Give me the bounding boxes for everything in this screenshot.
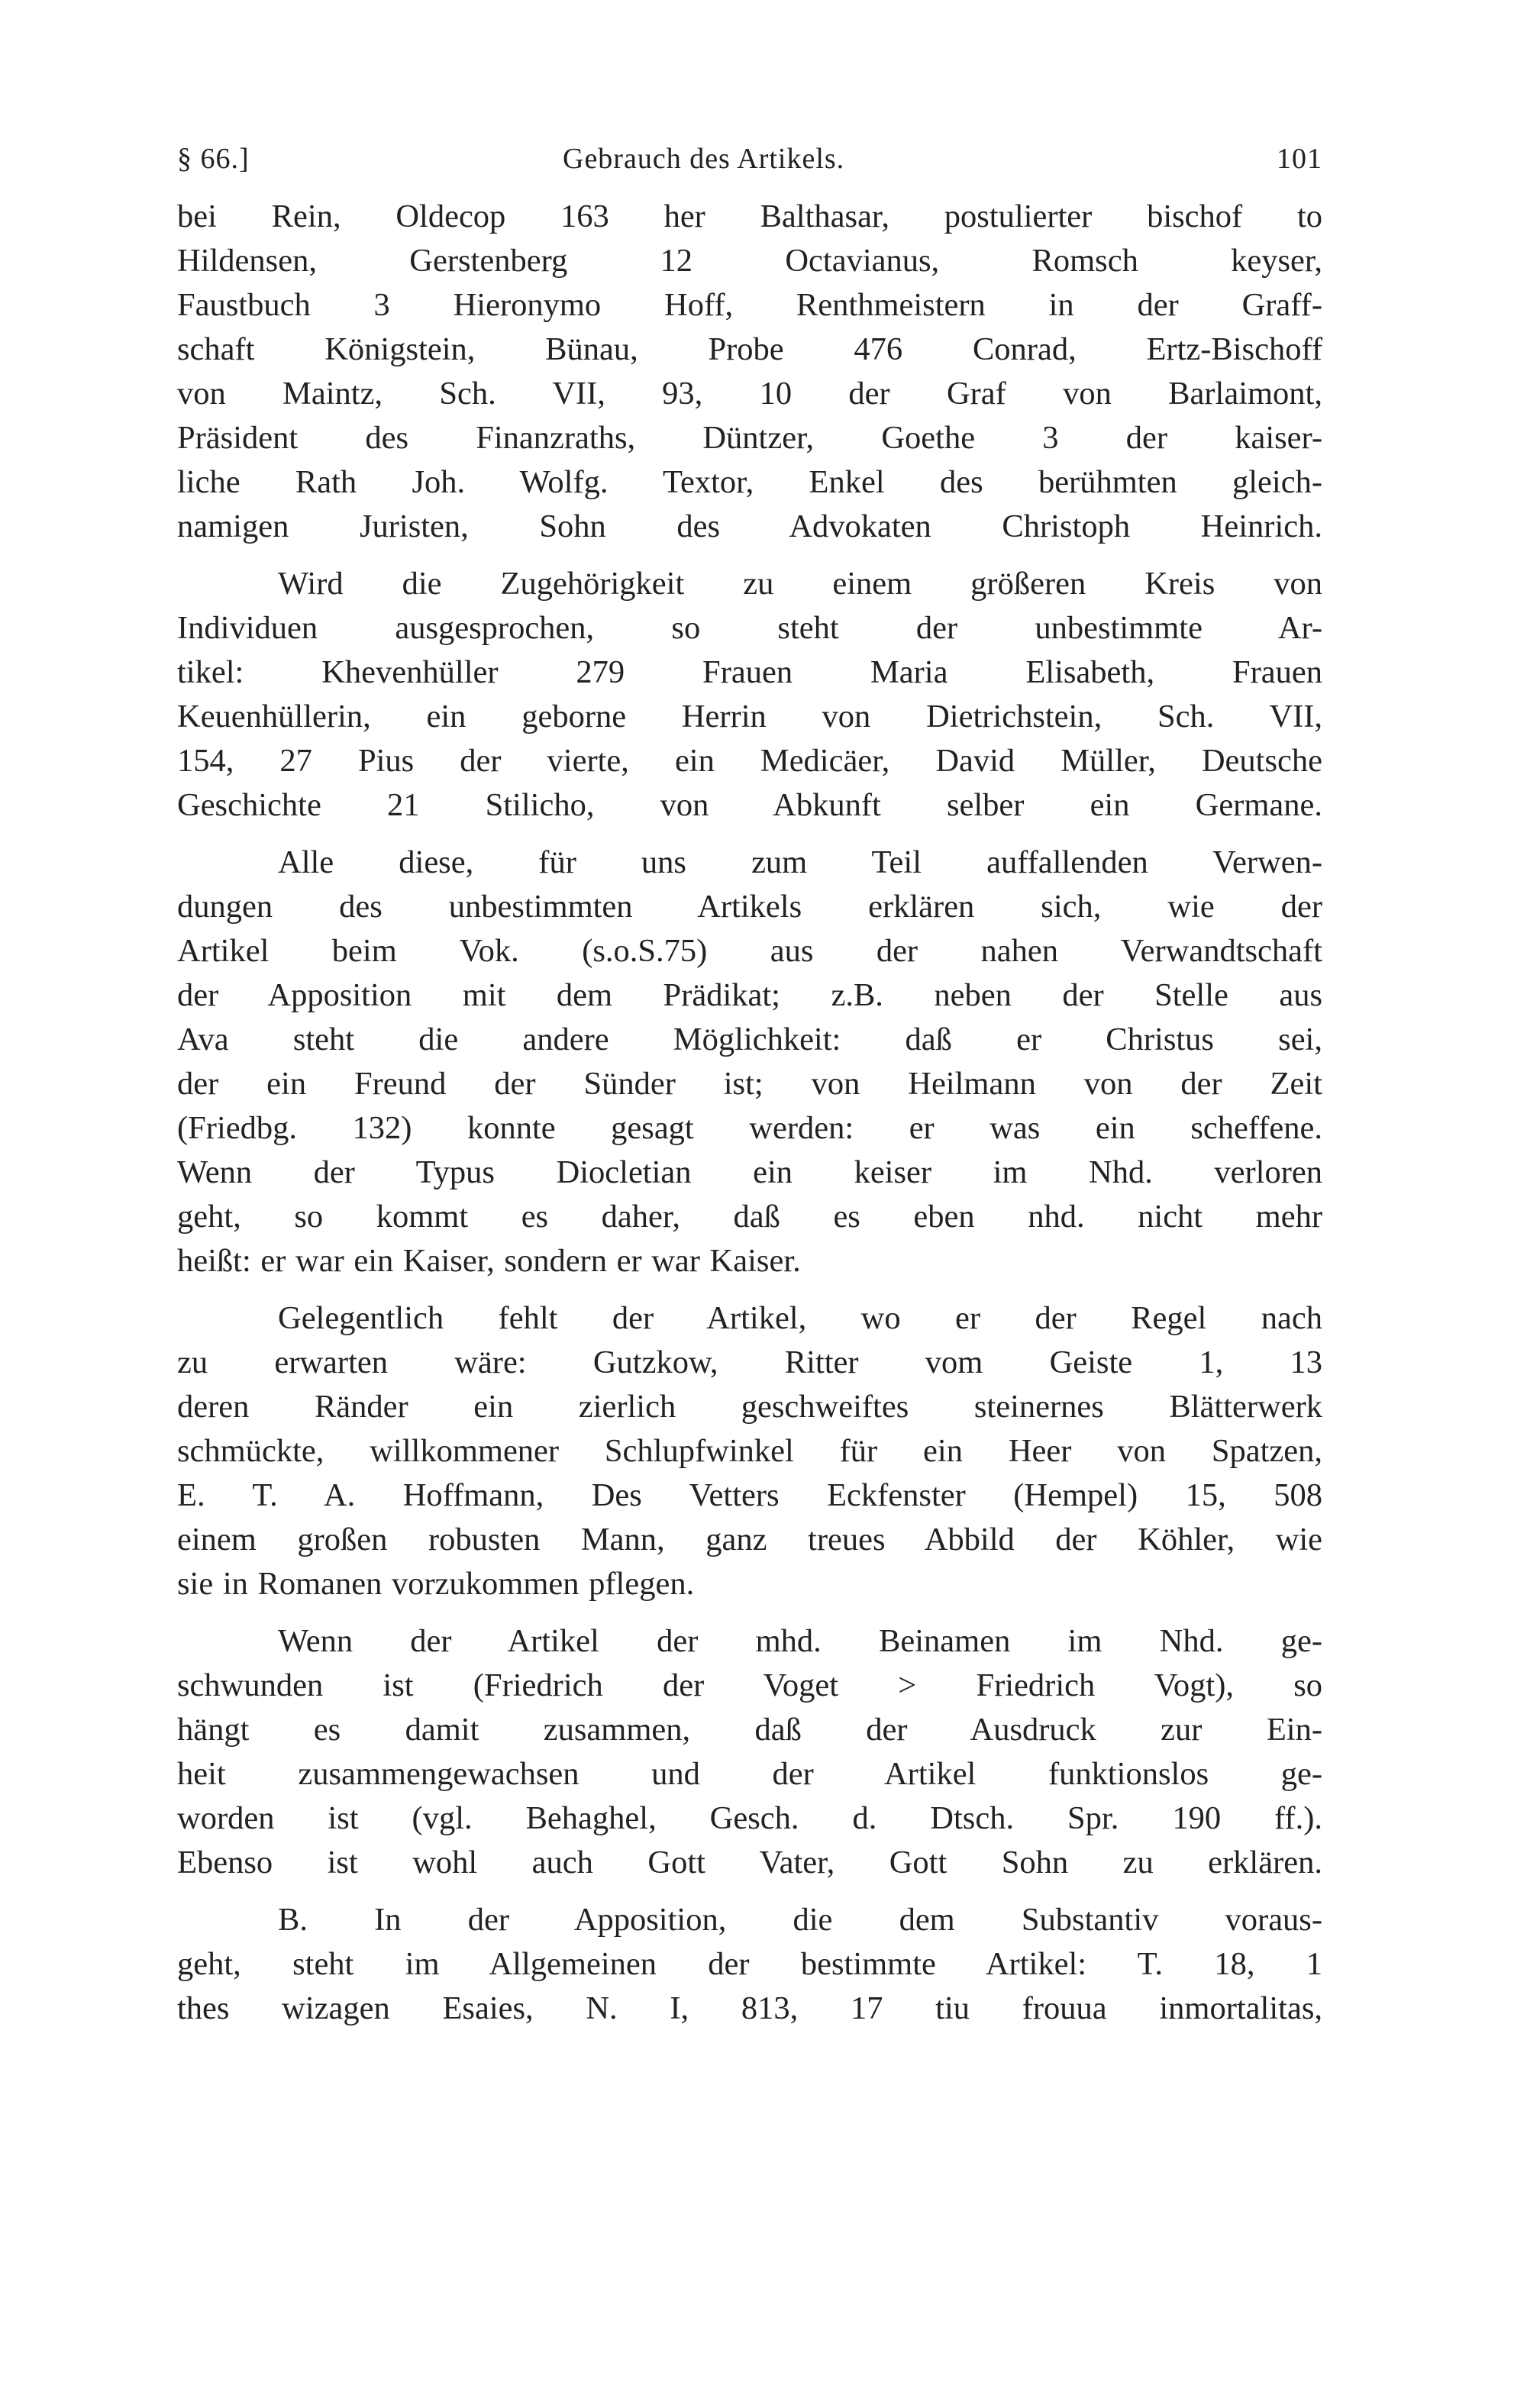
text-line: Artikel beim Vok. (s.o.S.75) aus der nahen Verwandtschaft [177,933,1322,969]
text-line: deren Ränder ein zierlich geschweiftes steinernes Blätterwerk [177,1389,1322,1425]
paragraph-2 [177,562,1322,828]
text-line: Wenn der Typus Diocletian ein keiser im Nhd. verloren [177,1154,1322,1190]
text-line: geht, so kommt es daher, daß es eben nhd. nicht mehr [177,1199,1322,1235]
text-line: Ebenso ist wohl auch Gott Vater, Gott Sohn zu erklären. [177,1845,1322,1880]
text-line: der ein Freund der Sünder ist; von Heilmann von der Zeit [177,1066,1322,1102]
text-line: Wird die Zugehörigkeit zu einem größeren Kreis von [278,566,1322,602]
text-line: der Apposition mit dem Prädikat; z.B. neben der Stelle aus [177,977,1322,1013]
text-line: Gelegentlich fehlt der Artikel, wo er der Regel nach [278,1300,1322,1336]
text-line: zu erwarten wäre: Gutzkow, Ritter vom Geiste 1, 13 [177,1344,1322,1380]
text-line: Wenn der Artikel der mhd. Beinamen im Nhd. ge- [278,1623,1322,1659]
text-line: Alle diese, für uns zum Teil auffallenden Verwen- [278,844,1322,880]
text-line: tikel: Khevenhüller 279 Frauen Maria Elisabeth, Frauen [177,654,1322,690]
section-reference: § 66.] [177,143,250,175]
text-line: 154, 27 Pius der vierte, ein Medicäer, David Müller, Deutsche [177,743,1322,779]
paragraph-4 [177,1296,1322,1606]
page-number: 101 [1277,143,1322,175]
text-line: Faustbuch 3 Hieronymo Hoff, Renthmeistern in der Graff- [177,287,1322,323]
text-line: von Maintz, Sch. VII, 93, 10 der Graf von Barlaimont, [177,376,1322,412]
text-line: schaft Königstein, Bünau, Probe 476 Conrad, Ertz-Bischoff [177,331,1322,367]
text-line: schwunden ist (Friedrich der Voget > Friedrich Vogt), so [177,1667,1322,1703]
text-line: Geschichte 21 Stilicho, von Abkunft selber ein Germane. [177,787,1322,823]
text-line: geht, steht im Allgemeinen der bestimmte Artikel: T. 18, 1 [177,1946,1322,1982]
text-line: bei Rein, Oldecop 163 her Balthasar, postulierter bischof to [177,199,1322,234]
text-line: (Friedbg. 132) konnte gesagt werden: er was ein scheffene. [177,1110,1322,1146]
paragraph-6 [177,1898,1322,2031]
text-line: dungen des unbestimmten Artikels erklären sich, wie der [177,889,1322,925]
text-line: schmückte, willkommener Schlupfwinkel für ein Heer von Spatzen, [177,1433,1322,1469]
text-line: namigen Juristen, Sohn des Advokaten Christoph Heinrich. [177,508,1322,544]
paragraph-1 [177,195,1322,549]
paragraph-3 [177,841,1322,1283]
text-line: Präsident des Finanzraths, Düntzer, Goethe 3 der kaiser- [177,420,1322,456]
text-line: B. In der Apposition, die dem Substantiv voraus- [278,1902,1322,1938]
text-line: Individuen ausgesprochen, so steht der unbestimmte Ar- [177,610,1322,646]
text-line: liche Rath Joh. Wolfg. Textor, Enkel des berühmten gleich- [177,464,1322,500]
text-line: Keuenhüllerin, ein geborne Herrin von Dietrichstein, Sch. VII, [177,699,1322,734]
running-title: Gebrauch des Artikels. [563,143,845,175]
text-line: heißt: er war ein Kaiser, sondern er war Kaiser. [177,1243,801,1279]
text-line: thes wizagen Esaies, N. I, 813, 17 tiu frouua inmortalitas, [177,1990,1322,2026]
running-header [177,136,1322,182]
text-line: Ava steht die andere Möglichkeit: daß er Christus sei, [177,1022,1322,1057]
text-line: hängt es damit zusammen, daß der Ausdruck zur Ein- [177,1712,1322,1748]
text-line: einem großen robusten Mann, ganz treues Abbild der Köhler, wie [177,1522,1322,1557]
paragraph-5 [177,1619,1322,1885]
text-line: worden ist (vgl. Behaghel, Gesch. d. Dtsch. Spr. 190 ff.). [177,1800,1322,1836]
text-line: sie in Romanen vorzukommen pflegen. [177,1566,695,1602]
text-line: E. T. A. Hoffmann, Des Vetters Eckfenster (Hempel) 15, 508 [177,1477,1322,1513]
body-text [177,195,1322,2031]
text-line: heit zusammengewachsen und der Artikel funktionslos ge- [177,1756,1322,1792]
text-line: Hildensen, Gerstenberg 12 Octavianus, Romsch keyser, [177,243,1322,279]
